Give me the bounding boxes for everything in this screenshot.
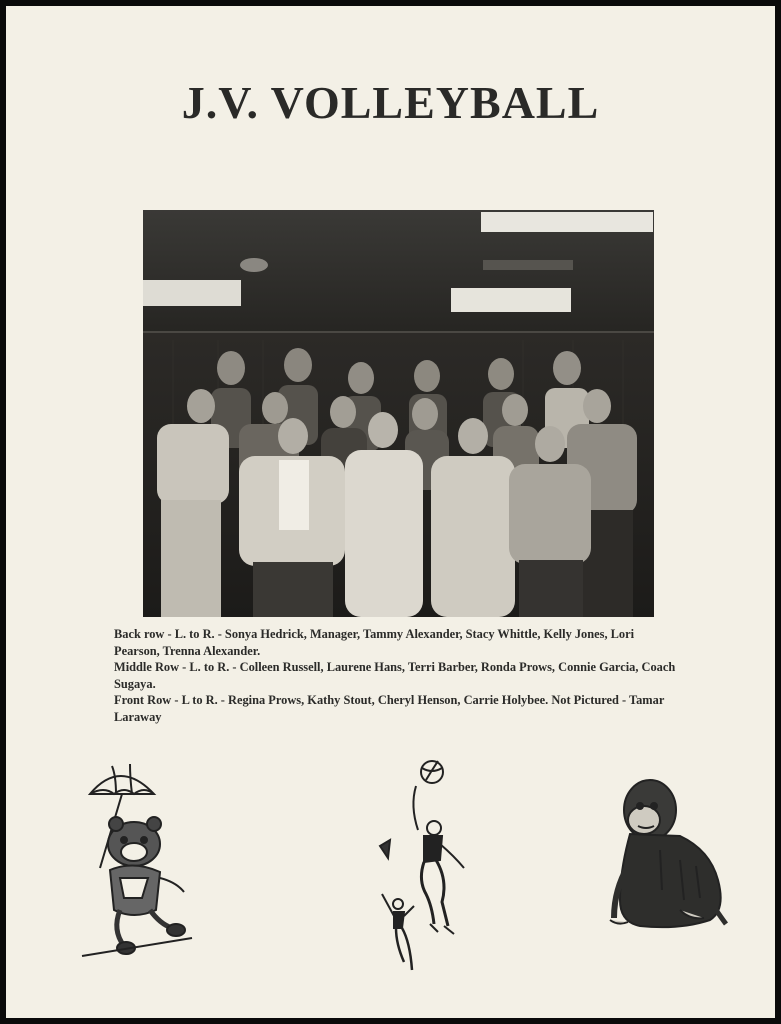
volleyball-players-icon — [374, 756, 474, 976]
team-photo — [143, 210, 654, 617]
yearbook-page — [6, 6, 775, 1018]
caption-back-row: Back row - L. to R. - Sonya Hedrick, Manager, Tammy Alexander, Stacy Whittle, Kelly Jones, Lori Pearson, Trenna Alexander. — [114, 627, 635, 658]
bear-with-umbrella-icon — [72, 760, 202, 960]
caption-middle-row: Middle Row - L. to R. - Colleen Russell, Laurene Hans, Terri Barber, Ronda Prows, Connie Garcia, Coach Sugaya. — [114, 660, 676, 691]
page-title: J.V. VOLLEYBALL — [181, 77, 600, 128]
photo-caption — [114, 626, 680, 726]
chimpanzee-icon — [600, 770, 730, 932]
team-photo-image — [143, 210, 654, 617]
caption-front-row: Front Row - L to R. - Regina Prows, Kathy Stout, Cheryl Henson, Carrie Holybee. Not Pictured - Tamar Laraway — [114, 693, 665, 724]
